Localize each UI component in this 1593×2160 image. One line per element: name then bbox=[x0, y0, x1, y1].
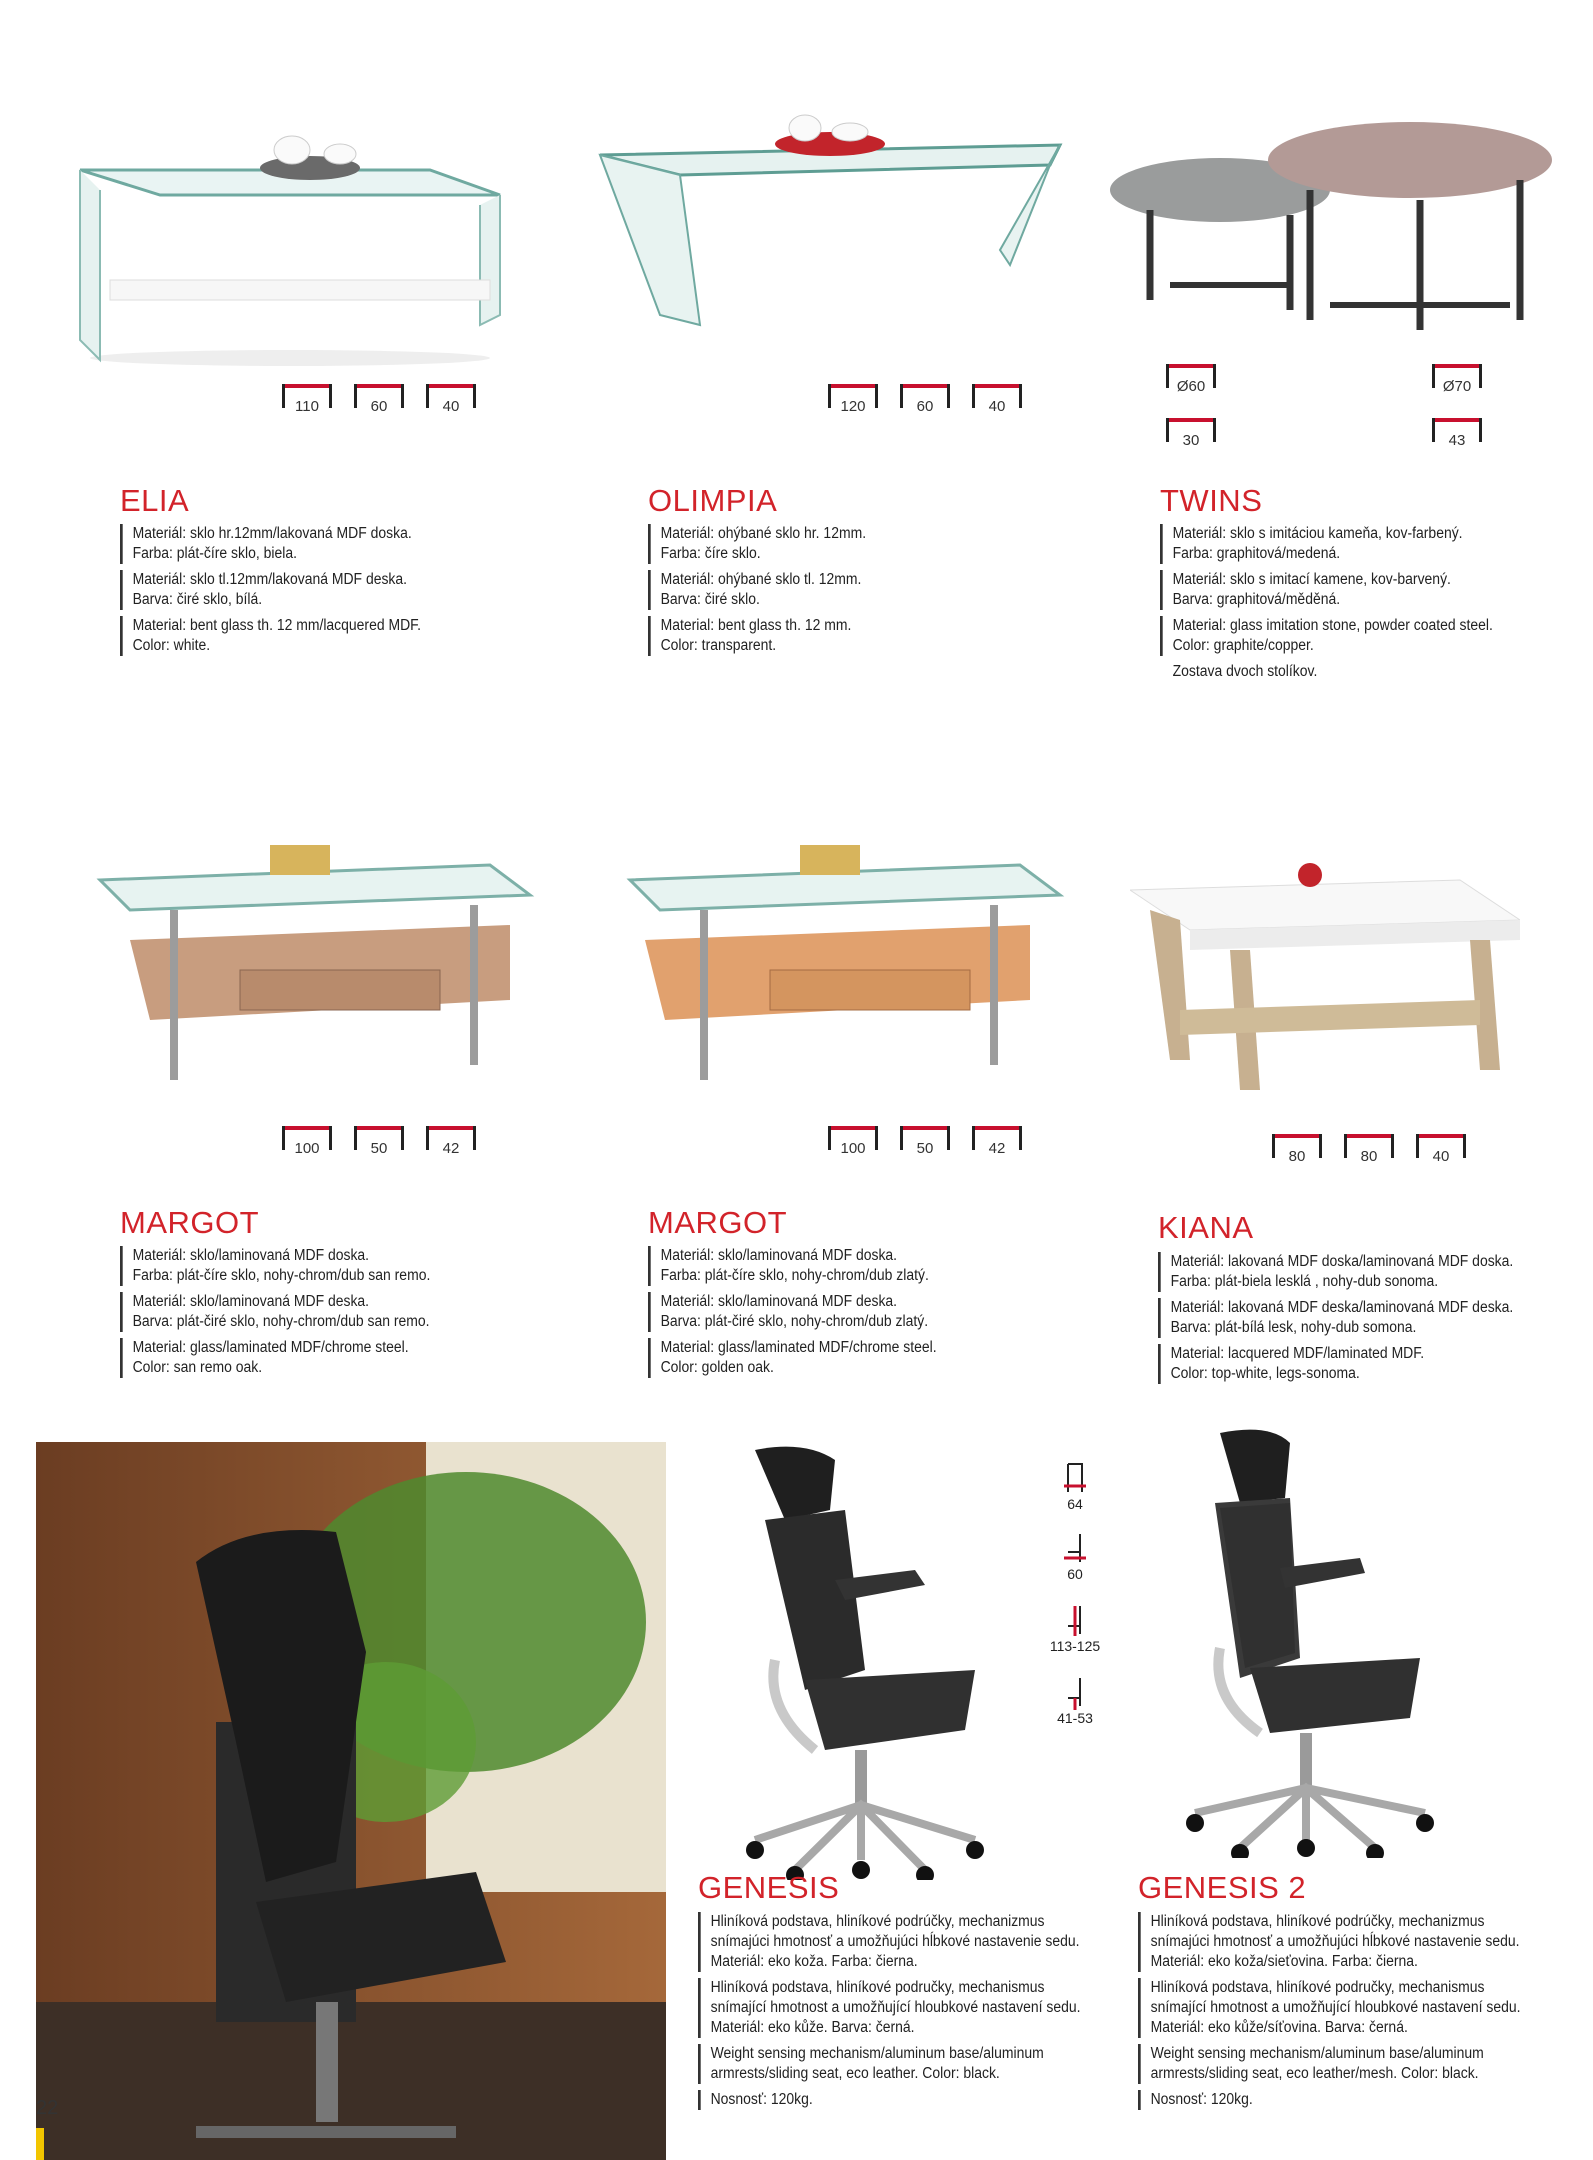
desc-line: Color: white. bbox=[132, 637, 211, 654]
margot-golden-oak-image bbox=[620, 830, 1070, 1090]
desc-line: Farba: plát-číre sklo, nohy-chrom/dub zlatý. bbox=[660, 1267, 929, 1284]
product-title-olimpia: OLIMPIA bbox=[648, 483, 778, 518]
product-title-margot-san-remo: MARGOT bbox=[120, 1205, 260, 1240]
twins-height-large-icon bbox=[1428, 412, 1486, 452]
height-value: 40 bbox=[442, 398, 460, 415]
genesis-dimension-column bbox=[1040, 1462, 1110, 1748]
desc-line: snímajúci hmotnosť a umožňujúci hĺbkové nastavenie sedu. bbox=[1150, 1933, 1520, 1950]
height-value: 40 bbox=[988, 398, 1006, 415]
depth-icon bbox=[350, 378, 408, 418]
desc-block-cz bbox=[648, 570, 866, 610]
width-icon bbox=[824, 1120, 882, 1160]
desc-block-en bbox=[648, 616, 866, 656]
desc-line: Materiál: sklo s imitáciou kameňa, kov-farbený. bbox=[1172, 525, 1463, 542]
desc-line: Barva: graphitová/měděná. bbox=[1172, 591, 1341, 608]
depth-icon bbox=[896, 1120, 954, 1160]
height-icon bbox=[1412, 1128, 1470, 1168]
desc-line: Materiál: sklo s imitací kamene, kov-barvený. bbox=[1172, 571, 1451, 588]
desc-line: Materiál: sklo hr.12mm/lakovaná MDF doska. bbox=[132, 525, 412, 542]
kiana-table-image bbox=[1130, 860, 1520, 1090]
desc-line: Materiál: sklo/laminovaná MDF doska. bbox=[660, 1247, 898, 1264]
product-description-margot-san-remo bbox=[120, 1246, 430, 1384]
product-title-genesis-2: GENESIS 2 bbox=[1138, 1870, 1307, 1905]
height-small-value: 30 bbox=[1182, 432, 1200, 449]
desc-line: Barva: plát-bílá lesk, nohy-dub somona. bbox=[1170, 1319, 1417, 1336]
desc-block-en bbox=[120, 1338, 430, 1378]
desc-line: Farba: graphitová/medená. bbox=[1172, 545, 1341, 562]
desc-line: snímající hmotnost a umožňující hloubkové nastavení sedu. bbox=[710, 1999, 1081, 2016]
desc-line: snímajúci hmotnosť a umožňujúci hĺbkové nastavenie sedu. bbox=[710, 1933, 1080, 1950]
desc-block-cz bbox=[120, 570, 421, 610]
desc-block-en bbox=[1158, 1344, 1513, 1384]
depth-value: 50 bbox=[916, 1140, 934, 1157]
elia-dimensions bbox=[278, 378, 480, 418]
twins-diameter-small-icon bbox=[1162, 358, 1220, 398]
width-icon bbox=[1268, 1128, 1326, 1168]
desc-line: Barva: plát-čiré sklo, nohy-chrom/dub zlatý. bbox=[660, 1313, 929, 1330]
olimpia-table-image bbox=[590, 100, 1070, 340]
desc-line: Material: bent glass th. 12 mm/lacquered MDF. bbox=[132, 617, 422, 634]
desc-block-sk bbox=[648, 1246, 937, 1286]
total-height-icon bbox=[1040, 1604, 1110, 1676]
desc-line: Materiál: ohýbané sklo tl. 12mm. bbox=[660, 571, 862, 588]
product-description-margot-golden-oak bbox=[648, 1246, 937, 1384]
diameter-large-value: Ø70 bbox=[1442, 378, 1472, 395]
desc-line: Hliníková podstava, hliníkové područky, mechanismus bbox=[710, 1979, 1045, 1996]
desc-line: Material: bent glass th. 12 mm. bbox=[660, 617, 852, 634]
width-icon bbox=[824, 378, 882, 418]
desc-block-sk bbox=[1158, 1252, 1513, 1292]
page-number: 22 bbox=[36, 2097, 59, 2119]
seat-depth-icon bbox=[1040, 1532, 1110, 1604]
depth-value: 60 bbox=[370, 398, 388, 415]
desc-line: Materiál: sklo tl.12mm/lakovaná MDF deska. bbox=[132, 571, 408, 588]
desc-line: Barva: čiré sklo. bbox=[660, 591, 760, 608]
desc-note: Zostava dvoch stolíkov. bbox=[1172, 663, 1318, 680]
desc-line: Material: glass imitation stone, powder coated steel. bbox=[1172, 617, 1493, 634]
desc-line: Hliníková podstava, hliníkové podrúčky, mechanizmus bbox=[710, 1913, 1045, 1930]
desc-line: Materiál: sklo/laminovaná MDF doska. bbox=[132, 1247, 370, 1264]
seat-depth-value: 60 bbox=[1067, 1566, 1083, 1582]
desc-line: snímající hmotnost a umožňující hloubkové nastavení sedu. bbox=[1150, 1999, 1521, 2016]
product-description-elia bbox=[120, 524, 421, 662]
desc-block-cz bbox=[1158, 1298, 1513, 1338]
kiana-dimensions bbox=[1268, 1128, 1470, 1168]
product-title-kiana: KIANA bbox=[1158, 1210, 1254, 1245]
depth-icon bbox=[1340, 1128, 1398, 1168]
desc-line: Hliníková podstava, hliníkové područky, mechanismus bbox=[1150, 1979, 1485, 1996]
desc-line: armrests/sliding seat, eco leather. Color: black. bbox=[710, 2065, 1000, 2082]
height-icon bbox=[968, 1120, 1026, 1160]
height-value: 42 bbox=[442, 1140, 460, 1157]
desc-line: Barva: plát-čiré sklo, nohy-chrom/dub san remo. bbox=[132, 1313, 430, 1330]
desc-line: Color: san remo oak. bbox=[132, 1359, 263, 1376]
genesis-chair-image bbox=[725, 1440, 995, 1880]
desc-line: Materiál: sklo/laminovaná MDF deska. bbox=[660, 1293, 898, 1310]
seat-height-icon bbox=[1040, 1676, 1110, 1748]
product-description-genesis bbox=[698, 1912, 1080, 2116]
product-title-margot-golden-oak: MARGOT bbox=[648, 1205, 788, 1240]
depth-value: 50 bbox=[370, 1140, 388, 1157]
desc-line: Materiál: eko kůže/síťovina. Barva: černá. bbox=[1150, 2019, 1408, 2036]
width-value: 100 bbox=[840, 1140, 866, 1157]
width-icon bbox=[278, 1120, 336, 1160]
desc-block-sk bbox=[120, 1246, 430, 1286]
desc-line: Materiál: eko koža. Farba: čierna. bbox=[710, 1953, 918, 1970]
desc-line: Material: glass/laminated MDF/chrome steel. bbox=[660, 1339, 937, 1356]
width-value: 100 bbox=[294, 1140, 320, 1157]
product-title-genesis: GENESIS bbox=[698, 1870, 840, 1905]
office-chair-lifestyle-photo bbox=[36, 1442, 666, 2160]
desc-line: Farba: plát-číre sklo, biela. bbox=[132, 545, 297, 562]
desc-line: Color: transparent. bbox=[660, 637, 777, 654]
twins-diameter-large-icon bbox=[1428, 358, 1486, 398]
desc-line: Color: graphite/copper. bbox=[1172, 637, 1314, 654]
product-description-twins bbox=[1160, 524, 1493, 682]
desc-line: Farba: plát-číre sklo, nohy-chrom/dub san remo. bbox=[132, 1267, 431, 1284]
desc-load-capacity: Nosnosť: 120kg. bbox=[698, 2090, 1080, 2110]
product-title-elia: ELIA bbox=[120, 483, 190, 518]
product-description-olimpia bbox=[648, 524, 866, 662]
desc-line: Weight sensing mechanism/aluminum base/aluminum bbox=[710, 2045, 1044, 2062]
desc-block-sk bbox=[648, 524, 866, 564]
desc-line: Weight sensing mechanism/aluminum base/aluminum bbox=[1150, 2045, 1484, 2062]
desc-block-cz bbox=[648, 1292, 937, 1332]
desc-block-en bbox=[120, 616, 421, 656]
height-value: 42 bbox=[988, 1140, 1006, 1157]
desc-block-cz bbox=[120, 1292, 430, 1332]
margot-golden-oak-dimensions bbox=[824, 1120, 1026, 1160]
product-description-genesis-2 bbox=[1138, 1912, 1520, 2116]
height-icon bbox=[968, 378, 1026, 418]
desc-block-en bbox=[648, 1338, 937, 1378]
desc-line: Hliníková podstava, hliníkové podrúčky, mechanizmus bbox=[1150, 1913, 1485, 1930]
height-icon bbox=[422, 1120, 480, 1160]
desc-block-sk bbox=[1138, 1912, 1520, 1972]
desc-line: Farba: plát-biela lesklá , nohy-dub sonoma. bbox=[1170, 1273, 1439, 1290]
seat-width-icon bbox=[1040, 1462, 1110, 1532]
height-value: 40 bbox=[1432, 1148, 1450, 1165]
height-icon bbox=[422, 378, 480, 418]
desc-line: Materiál: lakovaná MDF deska/laminovaná MDF deska. bbox=[1170, 1299, 1514, 1316]
seat-height-value: 41-53 bbox=[1057, 1710, 1093, 1726]
height-large-value: 43 bbox=[1448, 432, 1466, 449]
desc-line: Materiál: eko kůže. Barva: černá. bbox=[710, 2019, 915, 2036]
desc-block-en bbox=[1138, 2044, 1520, 2084]
product-description-kiana bbox=[1158, 1252, 1513, 1390]
desc-line: Material: glass/laminated MDF/chrome steel. bbox=[132, 1339, 409, 1356]
desc-block-sk bbox=[120, 524, 421, 564]
width-value: 80 bbox=[1288, 1148, 1306, 1165]
desc-line: Barva: čiré sklo, bílá. bbox=[132, 591, 263, 608]
diameter-small-value: Ø60 bbox=[1176, 378, 1206, 395]
desc-line: Materiál: sklo/laminovaná MDF deska. bbox=[132, 1293, 370, 1310]
desc-line: Materiál: lakovaná MDF doska/laminovaná MDF doska. bbox=[1170, 1253, 1514, 1270]
desc-block-sk bbox=[1160, 524, 1493, 564]
margot-san-remo-dimensions bbox=[278, 1120, 480, 1160]
olimpia-dimensions bbox=[824, 378, 1026, 418]
desc-line: Material: lacquered MDF/laminated MDF. bbox=[1170, 1345, 1425, 1362]
desc-block-cz bbox=[1138, 1978, 1520, 2038]
depth-icon bbox=[350, 1120, 408, 1160]
total-height-value: 113-125 bbox=[1049, 1638, 1101, 1654]
desc-block-en bbox=[698, 2044, 1080, 2084]
depth-value: 60 bbox=[916, 398, 934, 415]
desc-block-en bbox=[1160, 616, 1493, 656]
desc-line: Materiál: eko koža/sieťovina. Farba: čierna. bbox=[1150, 1953, 1418, 1970]
width-icon bbox=[278, 378, 336, 418]
page-accent-bar bbox=[36, 2128, 44, 2160]
width-value: 120 bbox=[840, 398, 866, 415]
width-value: 110 bbox=[295, 398, 319, 415]
desc-line: Materiál: ohýbané sklo hr. 12mm. bbox=[660, 525, 867, 542]
margot-san-remo-image bbox=[90, 830, 540, 1090]
desc-line: armrests/sliding seat, eco leather/mesh. Color: black. bbox=[1150, 2065, 1479, 2082]
desc-load-capacity: Nosnosť: 120kg. bbox=[1138, 2090, 1520, 2110]
genesis-2-chair-image bbox=[1160, 1428, 1440, 1858]
desc-line: Color: golden oak. bbox=[660, 1359, 774, 1376]
depth-icon bbox=[896, 378, 954, 418]
desc-line: Color: top-white, legs-sonoma. bbox=[1170, 1365, 1360, 1382]
product-title-twins: TWINS bbox=[1160, 483, 1263, 518]
elia-table-image bbox=[70, 110, 510, 370]
seat-width-value: 64 bbox=[1067, 1496, 1083, 1512]
twins-height-small-icon bbox=[1162, 412, 1220, 452]
depth-value: 80 bbox=[1360, 1148, 1378, 1165]
desc-block-cz bbox=[1160, 570, 1493, 610]
desc-block-sk bbox=[698, 1912, 1080, 1972]
desc-block-cz bbox=[698, 1978, 1080, 2038]
twins-tables-image bbox=[1110, 120, 1560, 340]
desc-line: Farba: číre sklo. bbox=[660, 545, 761, 562]
